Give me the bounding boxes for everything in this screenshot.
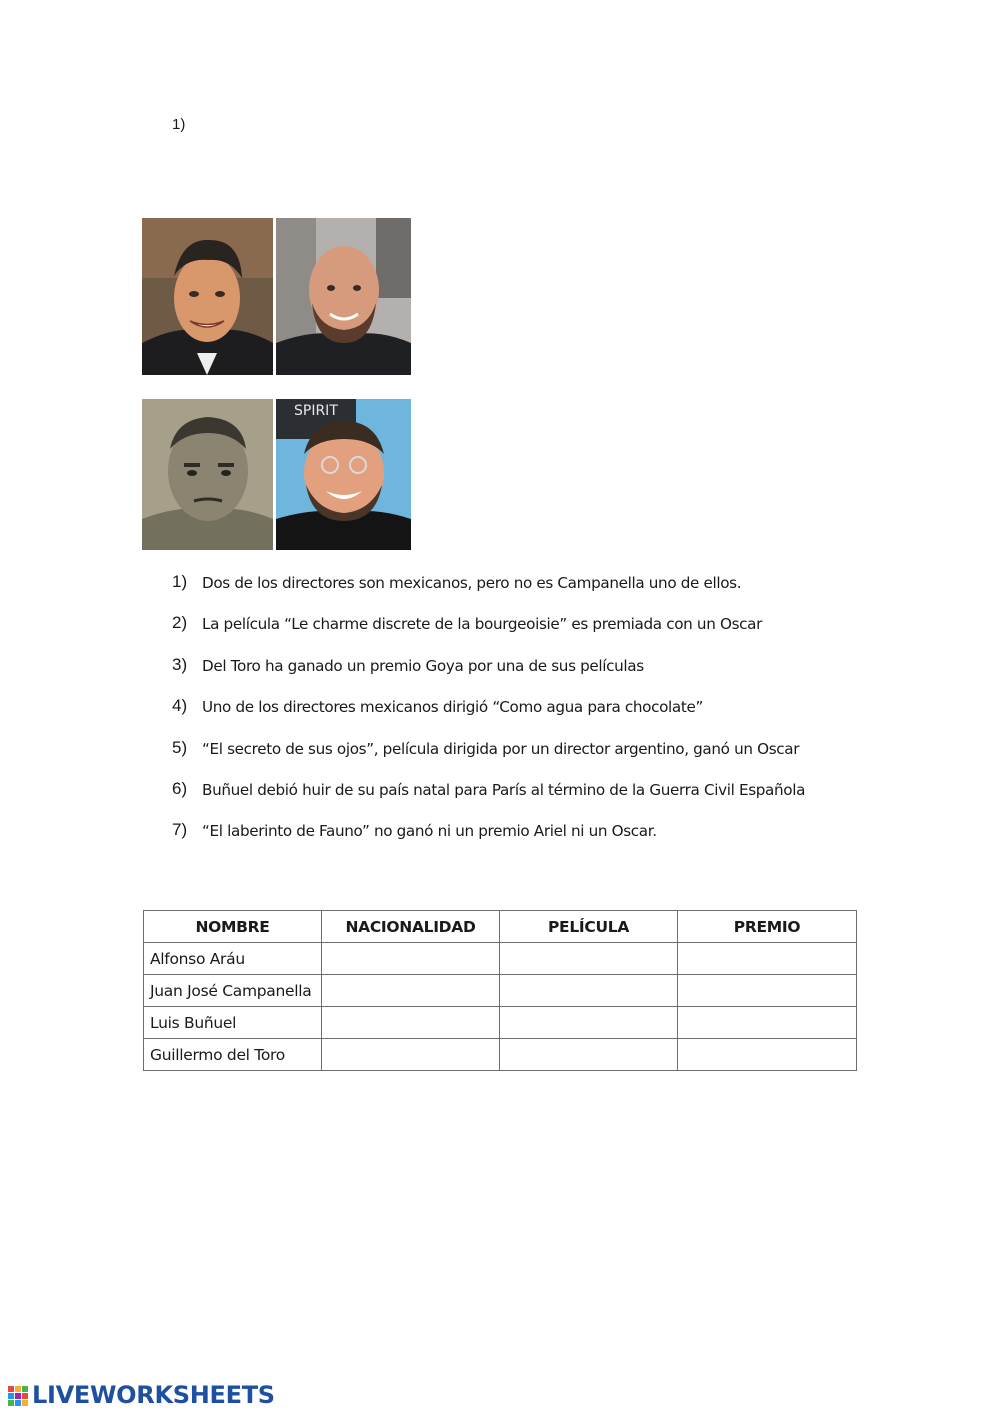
table-header-row: [144, 911, 857, 943]
answer-cell-premio[interactable]: [678, 1007, 857, 1039]
clue-text: Del Toro ha ganado un premio Goya por una de sus películas: [202, 656, 644, 675]
answer-cell-pelicula[interactable]: [500, 1007, 678, 1039]
answer-cell-nacionalidad[interactable]: [322, 943, 500, 975]
clue-number: 3): [172, 654, 188, 674]
clue-number: 4): [172, 696, 188, 716]
list-item: [172, 779, 805, 820]
clue-list: [172, 572, 805, 862]
clue-text: “El laberinto de Fauno” no ganó ni un premio Ariel ni un Oscar.: [202, 822, 657, 841]
clue-text: Dos de los directores son mexicanos, pero no es Campanella uno de ellos.: [202, 574, 742, 592]
clue-text: Uno de los directores mexicanos dirigió “Como agua para chocolate”: [202, 698, 704, 717]
portrait-photo-2: [276, 218, 411, 375]
clue-text: “El secreto de sus ojos”, película dirigida por un director argentino, ganó un Oscar: [202, 739, 800, 758]
list-item: [172, 655, 805, 696]
table-row: [144, 975, 857, 1007]
table-row: [144, 943, 857, 975]
portrait-photo-1: [142, 218, 273, 375]
clue-number: 7): [172, 820, 188, 840]
svg-text:SPIRIT: SPIRIT: [294, 403, 338, 419]
name-cell: Guillermo del Toro: [144, 1039, 322, 1071]
answer-cell-nacionalidad[interactable]: [322, 1039, 500, 1071]
header-nombre: NOMBRE: [144, 911, 322, 943]
portrait-photo-4: [276, 399, 411, 550]
list-item: [172, 738, 805, 779]
liveworksheets-logo[interactable]: [8, 1381, 275, 1409]
logo-text: LIVEWORKSHEETS: [32, 1381, 275, 1409]
clue-text: Buñuel debió huir de su país natal para París al término de la Guerra Civil Española: [202, 780, 806, 799]
answer-cell-pelicula[interactable]: [500, 975, 678, 1007]
name-cell: Alfonso Aráu: [144, 943, 322, 975]
name-cell: Juan José Campanella: [144, 975, 322, 1007]
clue-number: 6): [172, 778, 188, 798]
header-premio: PREMIO: [678, 911, 857, 943]
answer-table: [143, 910, 857, 1071]
list-item: [172, 696, 805, 737]
list-item: [172, 572, 805, 613]
clue-number: 2): [172, 613, 188, 633]
clue-number: 5): [172, 737, 188, 757]
list-item: [172, 820, 805, 861]
header-nacionalidad: NACIONALIDAD: [322, 911, 500, 943]
answer-cell-premio[interactable]: [678, 1039, 857, 1071]
answer-cell-pelicula[interactable]: [500, 943, 678, 975]
name-cell: Luis Buñuel: [144, 1007, 322, 1039]
portrait-photo-3: [142, 399, 273, 550]
answer-cell-pelicula[interactable]: [500, 1039, 678, 1071]
answer-cell-nacionalidad[interactable]: [322, 1007, 500, 1039]
exercise-number: 1): [172, 116, 186, 133]
header-pelicula: PELÍCULA: [500, 911, 678, 943]
answer-cell-nacionalidad[interactable]: [322, 975, 500, 1007]
answer-cell-premio[interactable]: [678, 975, 857, 1007]
table-row: [144, 1039, 857, 1071]
table-row: [144, 1007, 857, 1039]
logo-grid-icon: [8, 1384, 30, 1406]
clue-number: 1): [172, 572, 188, 591]
list-item: [172, 613, 805, 654]
answer-cell-premio[interactable]: [678, 943, 857, 975]
clue-text: La película “Le charme discrete de la bourgeoisie” es premiada con un Oscar: [202, 615, 762, 634]
